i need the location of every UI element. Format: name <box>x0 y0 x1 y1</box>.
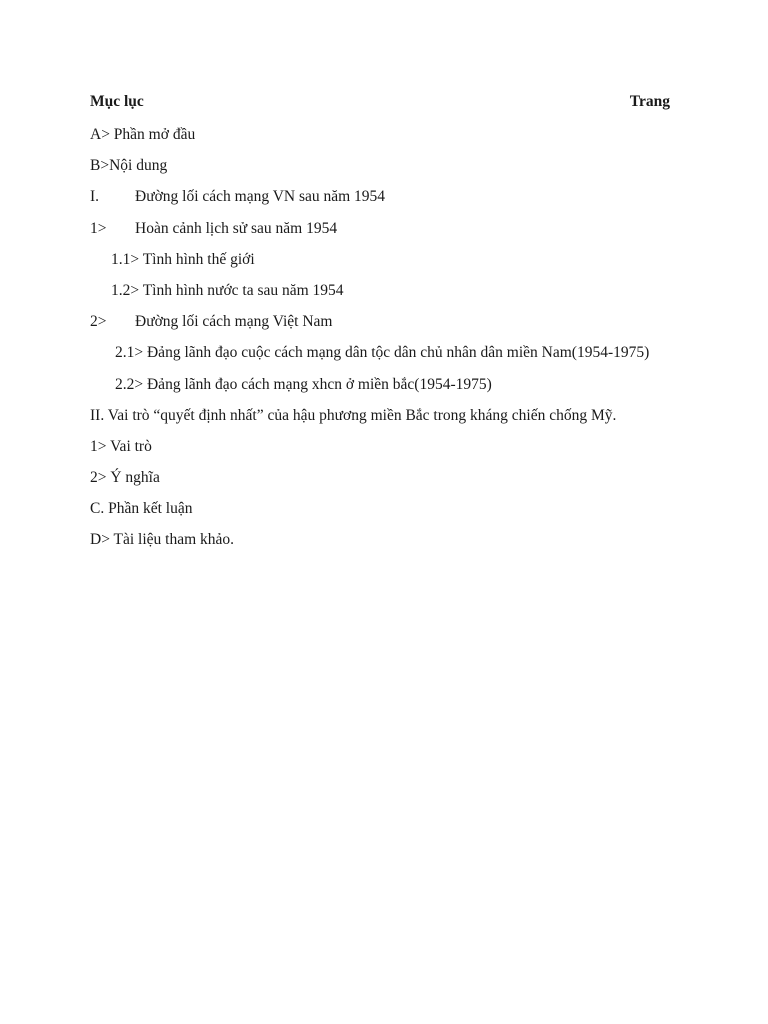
toc-entry-label: 2.2> Đảng lãnh đạo cách mạng xhcn ở miền bắc(1954-1975) <box>115 375 492 393</box>
page-column-heading: Trang <box>629 93 670 110</box>
toc-entry-label: 1> Vai trò <box>90 437 152 455</box>
toc-entry-label: 2.1> Đảng lãnh đạo cuộc cách mạng dân tộc dân chủ nhân dân miền Nam(1954-1975) <box>115 344 650 362</box>
toc-title: Mục lục <box>90 93 144 110</box>
toc-entry-1-1 <box>90 249 710 280</box>
toc-entry-i <box>90 186 710 217</box>
toc-entry-label: D> Tài liệu tham khảo. <box>90 531 235 549</box>
toc-entry-ii-2 <box>90 467 710 498</box>
toc-entry-2 <box>90 311 710 342</box>
toc-entry-1 <box>90 218 710 249</box>
toc-entry-label: 2> Ý nghĩa <box>90 469 160 487</box>
toc-entry-2-1 <box>90 342 710 373</box>
toc-entry-label: A> Phần mở đầu <box>90 126 196 143</box>
toc-entry-label: Hoàn cảnh lịch sử sau năm 1954 <box>135 219 338 237</box>
toc-entry-number: I. <box>90 188 100 206</box>
toc-entry-number: 1> <box>90 219 107 237</box>
toc-entry-label: B>Nội dung <box>90 157 168 175</box>
toc-entry-a <box>90 124 710 155</box>
toc-entry-1-2 <box>90 280 710 311</box>
toc-entry-b <box>90 155 710 186</box>
toc-entry-d <box>90 529 710 560</box>
toc-entry-ii-1 <box>90 436 710 467</box>
toc-entry-number: 2> <box>90 313 107 331</box>
toc-entry-label: II. Vai trò “quyết định nhất” của hậu phương miền Bắc trong kháng chiến chống Mỹ. <box>90 406 617 424</box>
toc-header <box>90 93 670 115</box>
toc-entry-label: Đường lối cách mạng Việt Nam <box>135 313 333 331</box>
toc-entry-label: 1.1> Tình hình thế giới <box>111 250 255 268</box>
toc-list <box>90 124 710 561</box>
toc-entry-label: Đường lối cách mạng VN sau năm 1954 <box>135 188 386 206</box>
toc-entry-label: 1.2> Tình hình nước ta sau năm 1954 <box>111 281 344 299</box>
toc-entry-label: C. Phần kết luận <box>90 500 193 518</box>
toc-entry-2-2 <box>90 374 710 405</box>
toc-entry-c <box>90 498 710 529</box>
toc-entry-ii <box>90 405 710 436</box>
